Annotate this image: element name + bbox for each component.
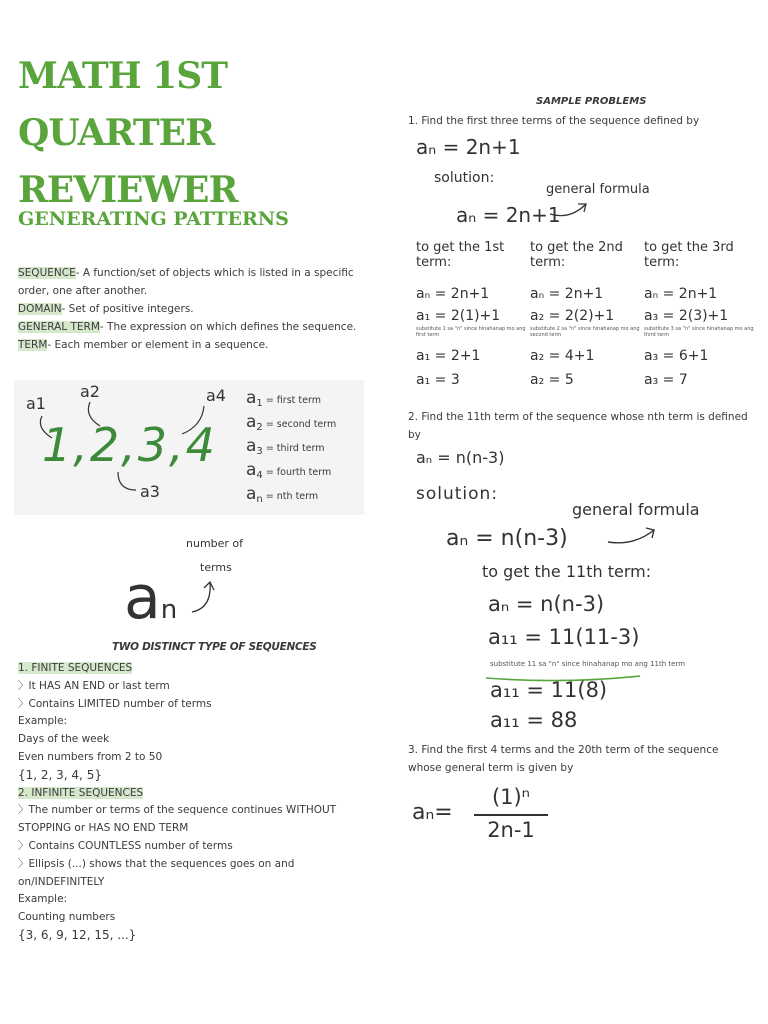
definition-term: SEQUENCE xyxy=(18,267,76,279)
definition-term: TERM xyxy=(18,339,48,351)
sample-heading: SAMPLE PROBLEMS xyxy=(536,96,647,107)
problem1-solution: solution: xyxy=(434,170,495,186)
problem3-lhs: aₙ= xyxy=(412,800,453,825)
two-types-heading: TWO DISTINCT TYPE OF SEQUENCES xyxy=(112,641,317,653)
sequence-figure xyxy=(14,380,364,515)
definition-text: - A function/set of objects which is listed in a specific order, one after another. xyxy=(18,267,354,297)
problem2-general-formula: general formula xyxy=(572,500,700,519)
problem2-step4: a₁₁ = 88 xyxy=(490,708,578,732)
finite-set: {1, 2, 3, 4, 5} xyxy=(18,767,102,782)
legend-row: $a_2$ = second term xyxy=(246,412,337,433)
problem3-question: 3. Find the first 4 terms and the 20th term of the sequence whose general term is given by xyxy=(408,744,719,774)
label-a3: a3 xyxy=(140,482,160,501)
problem2-get: to get the 11th term: xyxy=(482,562,652,581)
finite-line: Days of the week xyxy=(18,733,110,746)
fraction-bar xyxy=(474,814,548,816)
problem2-step2: a₁₁ = 11(11-3) xyxy=(488,625,640,649)
problem1-question: 1. Find the first three terms of the sequence defined by xyxy=(408,115,700,127)
p1-column-3: to get the 3rd term: aₙ = 2n+1 a₃ = 2(3)+1 substitute 3 sa "n" since hinahanap mo ang third term a₃ = 6+1 a₃ = 7 xyxy=(644,240,754,388)
finite-line: Even numbers from 2 to 50 xyxy=(18,750,163,763)
infinite-line: 〉Ellipsis (...) shows that the sequences goes on and on/INDEFINITELY xyxy=(18,857,295,888)
finite-line: 〉Contains LIMITED number of terms xyxy=(18,697,212,710)
arrow-icon xyxy=(190,578,220,614)
finite-heading: 1. FINITE SEQUENCES xyxy=(18,662,133,674)
definitions xyxy=(18,264,368,354)
problem2-step3: a₁₁ = 11(8) xyxy=(490,678,608,702)
definition-text: - Set of positive integers. xyxy=(61,303,194,315)
sequence-numbers: 1,2,3,4 xyxy=(42,418,217,472)
problem2-question: 2. Find the 11th term of the sequence whose nth term is defined by xyxy=(408,411,748,441)
an-label-line1: number of xyxy=(186,537,244,550)
infinite-heading: 2. INFINITE SEQUENCES xyxy=(18,786,144,799)
definition-term: DOMAIN xyxy=(18,303,62,315)
definition-sequence xyxy=(18,264,368,300)
legend-row: $a_1$ = first term xyxy=(246,388,321,409)
an-label-line2: terms xyxy=(200,561,232,574)
label-a4: a4 xyxy=(206,386,226,405)
problem1-formula2: aₙ = 2n+1 xyxy=(456,203,561,227)
arrow-icon xyxy=(606,522,658,548)
infinite-line: Example: xyxy=(18,893,68,906)
problem2-solution: solution: xyxy=(416,484,499,504)
p1-column-2: to get the 2nd term: aₙ = 2n+1 a₂ = 2(2)+1 substitute 2 sa "n" since hinahanap mo ang second term a₂ = 4+1 a₂ = 5 xyxy=(530,240,640,388)
definition-term: GENERAL TERM xyxy=(18,321,100,333)
page-title: MATH 1ST QUARTER REVIEWER xyxy=(18,55,238,211)
definition-domain xyxy=(18,300,368,318)
finite-line: 〉It HAS AN END or last term xyxy=(18,679,170,692)
page-subtitle: GENERATING PATTERNS xyxy=(18,208,289,230)
finite-line: Example: xyxy=(18,715,68,728)
definition-term-item xyxy=(18,336,368,354)
definition-general-term xyxy=(18,318,368,336)
arrow-icon xyxy=(548,198,590,220)
definition-text: - Each member or element in a sequence. xyxy=(47,339,269,351)
label-a2: a2 xyxy=(80,382,100,401)
legend-row: $a_4$ = fourth term xyxy=(246,460,332,481)
terms-legend xyxy=(246,388,364,508)
problem2-step1: aₙ = n(n-3) xyxy=(488,592,605,616)
problem2-note: substitute 11 sa "n" since hinahanap mo ang 11th term xyxy=(490,660,686,668)
infinite-line: 〉Contains COUNTLESS number of terms xyxy=(18,839,233,852)
infinite-set: {3, 6, 9, 12, 15, ...} xyxy=(18,927,137,942)
an-symbol: an xyxy=(124,563,178,633)
infinite-line: 〉The number or terms of the sequence continues WITHOUT STOPPING or HAS NO END TERM xyxy=(18,804,337,835)
p1-column-1: to get the 1st term: aₙ = 2n+1 a₁ = 2(1)+1 substitute 1 sa "n" since hinahanap mo ang first term a₁ = 2+1 a₁ = 3 xyxy=(416,240,526,388)
problem1-general-formula: general formula xyxy=(546,182,650,197)
problem2-formula: aₙ = n(n-3) xyxy=(416,448,505,467)
legend-row: $a_n$ = nth term xyxy=(246,484,319,505)
definition-text: - The expression on which defines the sequence. xyxy=(99,321,357,333)
legend-row: $a_3$ = third term xyxy=(246,436,325,457)
label-a1: a1 xyxy=(26,394,46,413)
infinite-line: Counting numbers xyxy=(18,911,116,924)
problem3-denominator: 2n-1 xyxy=(487,818,535,842)
problem2-formula2: aₙ = n(n-3) xyxy=(446,526,568,551)
problem3-numerator: (1)ⁿ xyxy=(491,785,531,809)
sequence-types xyxy=(18,660,363,945)
problem1-formula: aₙ = 2n+1 xyxy=(416,135,521,159)
